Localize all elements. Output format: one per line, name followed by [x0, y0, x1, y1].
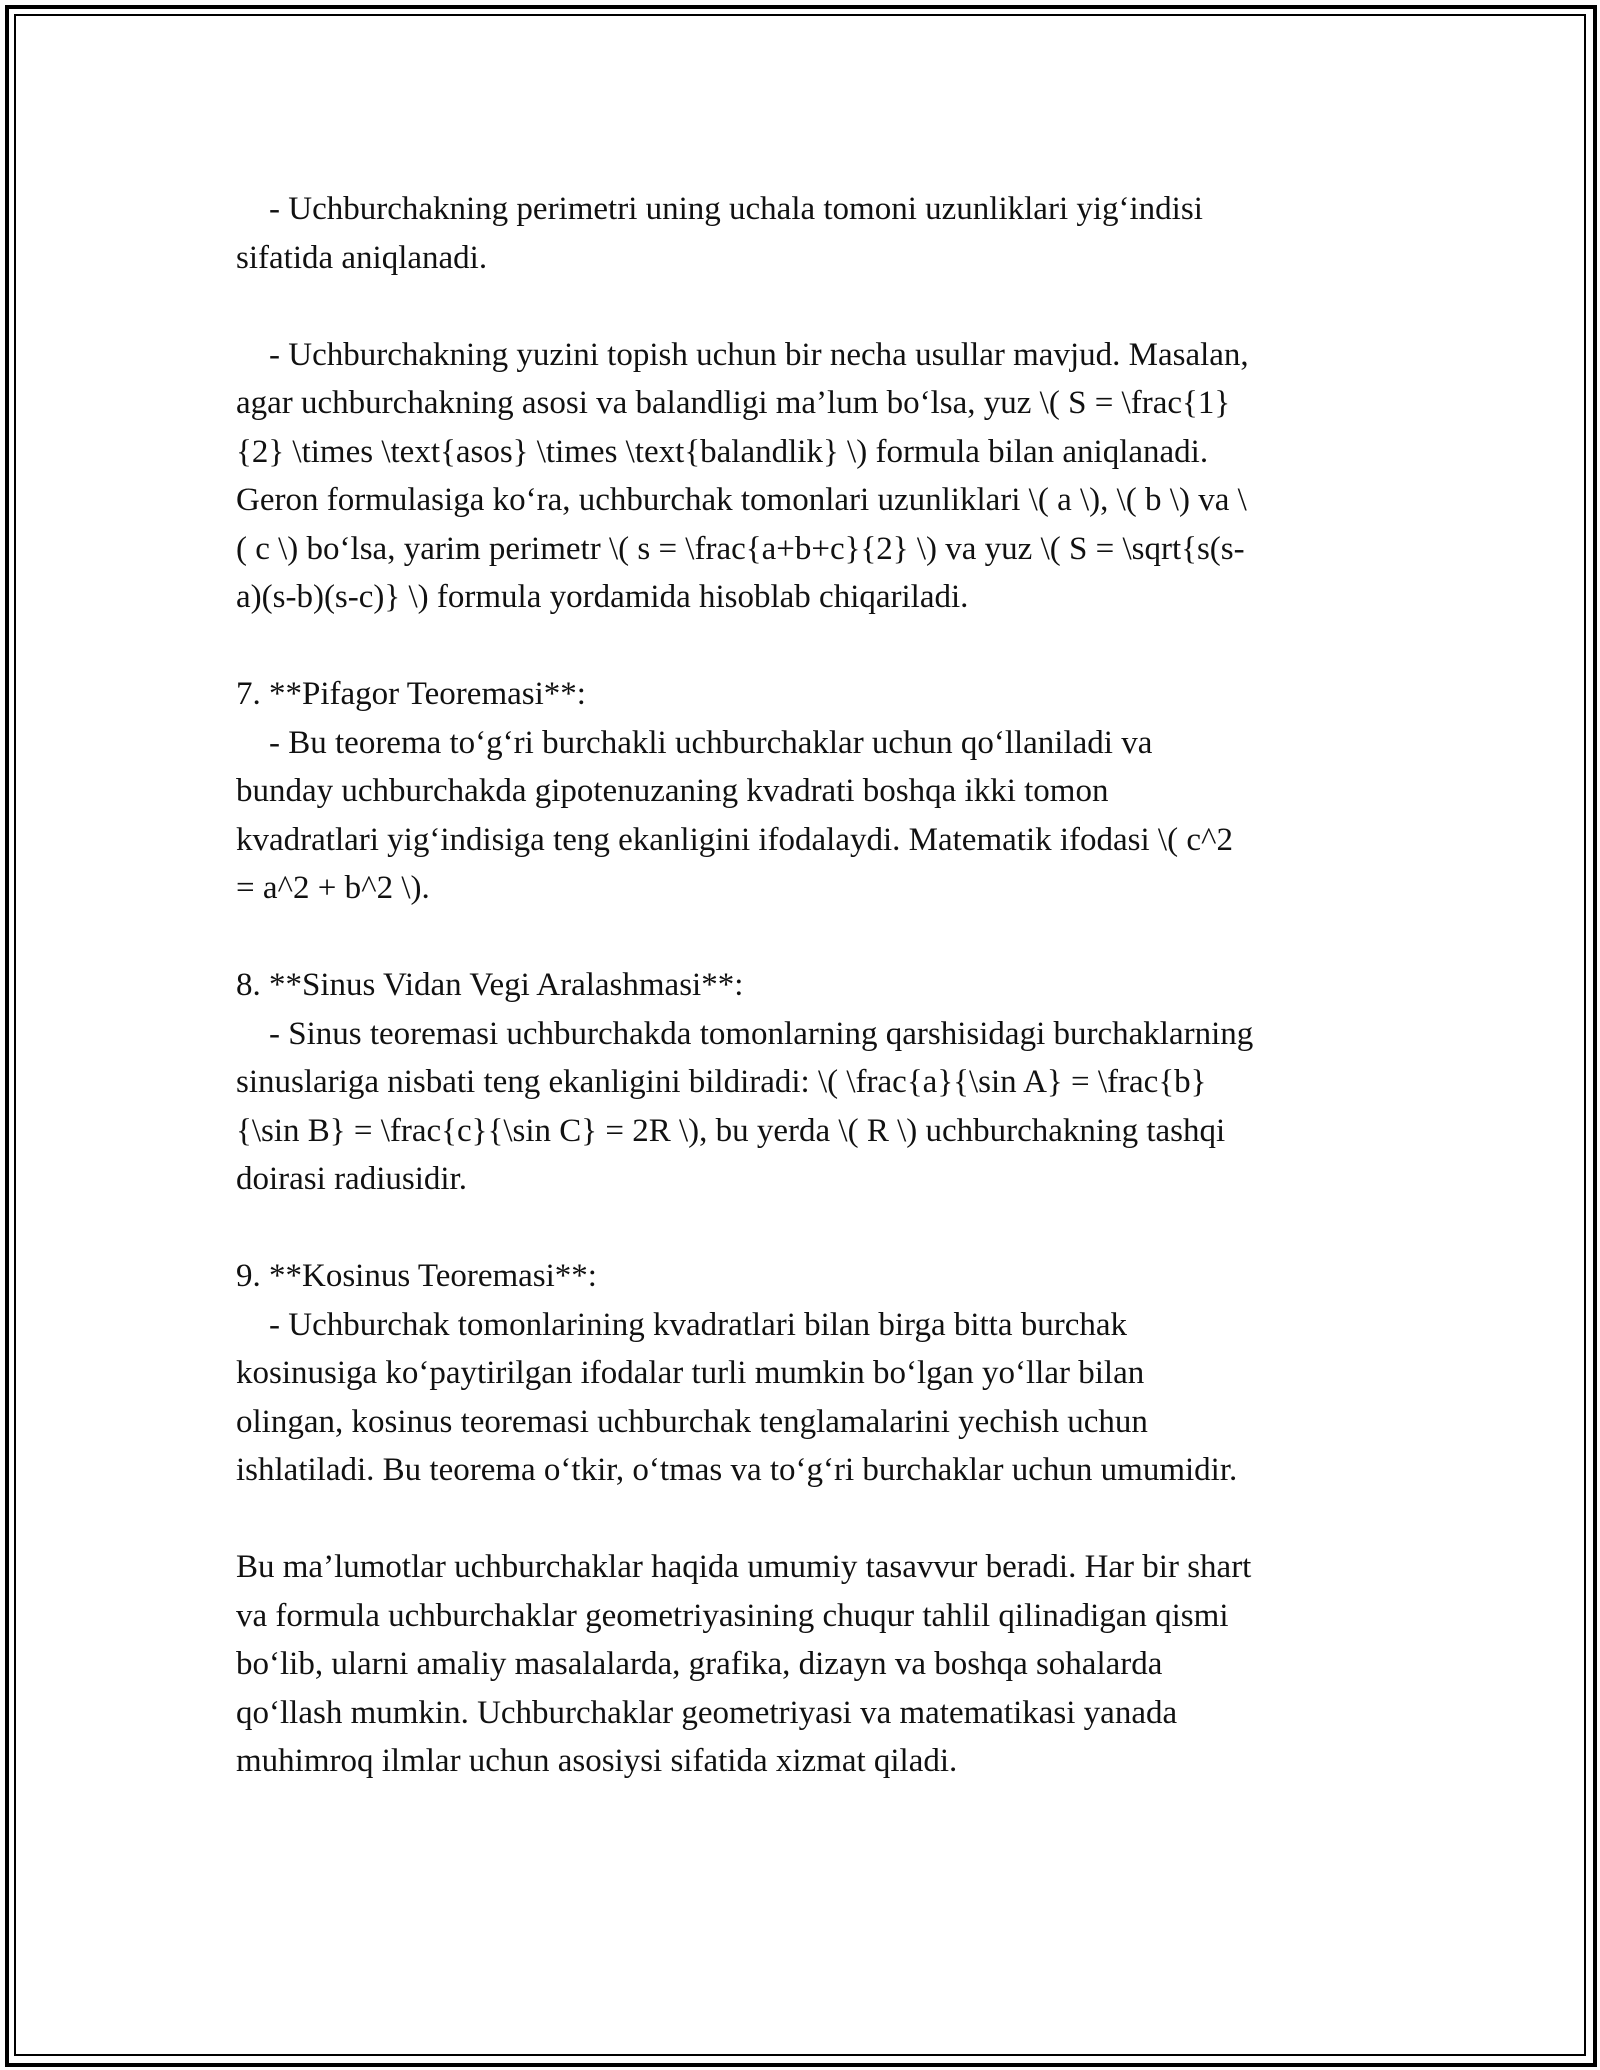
text-line: - Uchburchakning perimetri uning uchala tomoni uzunliklari yig‘indisi — [236, 191, 1203, 227]
text-line: kosinusiga ko‘paytirilgan ifodalar turli mumkin bo‘lgan yo‘llar bilan — [236, 1355, 1145, 1391]
text-line: agar uchburchakning asosi va balandligi ma’lum bo‘lsa, yuz \( S = \frac{1} — [236, 385, 1231, 421]
area-item — [236, 331, 1396, 622]
text-line: kvadratlari yig‘indisiga teng ekanligini ifodalaydi. Matematik ifodasi \( c^2 — [236, 821, 1233, 858]
text-line: {\sin B} = \frac{c}{\sin C} = 2R \), bu yerda \( R \) uchburchakning tashqi — [236, 1112, 1226, 1149]
paragraph-spacer — [236, 622, 1396, 671]
text-line: 8. **Sinus Vidan Vegi Aralashmasi**: — [236, 967, 744, 1003]
text-line: {2} \times \text{asos} \times \text{balandlik} \) formula bilan aniqlanadi. — [236, 433, 1209, 470]
text-line: - Bu teorema to‘g‘ri burchakli uchburchaklar uchun qo‘llaniladi va — [236, 724, 1153, 761]
conclusion — [236, 1543, 1396, 1786]
text-line: sifatida aniqlanadi. — [236, 239, 488, 276]
text-line: bunday uchburchakda gipotenuzaning kvadrati boshqa ikki tomon — [236, 773, 1109, 809]
text-line: va formula uchburchaklar geometriyasining chuqur tahlil qilinadigan qismi — [236, 1597, 1229, 1634]
cosine-section — [236, 1252, 1396, 1495]
paragraph-spacer — [236, 913, 1396, 962]
sine-section — [236, 961, 1396, 1204]
text-line: bo‘lib, ularni amaliy masalalarda, grafika, dizayn va boshqa sohalarda — [236, 1646, 1163, 1682]
text-line: qo‘llash mumkin. Uchburchaklar geometriyasi va matematikasi yanada — [236, 1694, 1178, 1731]
text-line: - Uchburchakning yuzini topish uchun bir necha usullar mavjud. Masalan, — [236, 336, 1249, 373]
text-line: 7. **Pifagor Teoremasi**: — [236, 676, 586, 712]
paragraph-spacer — [236, 1495, 1396, 1544]
paragraph-spacer — [236, 282, 1396, 331]
text-line: sinuslariga nisbati teng ekanligini bildiradi: \( \frac{a}{\sin A} = \frac{b} — [236, 1064, 1207, 1100]
text-line: doirasi radiusidir. — [236, 1161, 467, 1197]
text-line: 9. **Kosinus Teoremasi**: — [236, 1258, 597, 1294]
paragraph-spacer — [236, 1204, 1396, 1253]
text-line: olingan, kosinus teoremasi uchburchak tenglamalarini yechish uchun — [236, 1403, 1148, 1440]
text-line: a)(s-b)(s-c)} \) formula yordamida hisoblab chiqariladi. — [236, 579, 969, 615]
perimeter-item — [236, 185, 1396, 282]
text-line: - Sinus teoremasi uchburchakda tomonlarning qarshisidagi burchaklarning — [236, 1015, 1254, 1052]
text-line: ( c \) bo‘lsa, yarim perimetr \( s = \frac{a+b+c}{2} \) va yuz \( S = \sqrt{s(s- — [236, 530, 1245, 567]
pythagoras-section — [236, 670, 1396, 913]
text-line: Bu ma’lumotlar uchburchaklar haqida umumiy tasavvur beradi. Har bir shart — [236, 1549, 1252, 1585]
document-body — [236, 185, 1396, 1786]
text-line: = a^2 + b^2 \). — [236, 870, 430, 906]
text-line: muhimroq ilmlar uchun asosiysi sifatida xizmat qiladi. — [236, 1743, 958, 1779]
text-line: - Uchburchak tomonlarining kvadratlari bilan birga bitta burchak — [236, 1306, 1128, 1343]
text-line: ishlatiladi. Bu teorema o‘tkir, o‘tmas va to‘g‘ri burchaklar uchun umumidir. — [236, 1452, 1238, 1488]
text-line: Geron formulasiga ko‘ra, uchburchak tomonlari uzunliklari \( a \), \( b \) va \ — [236, 482, 1247, 518]
